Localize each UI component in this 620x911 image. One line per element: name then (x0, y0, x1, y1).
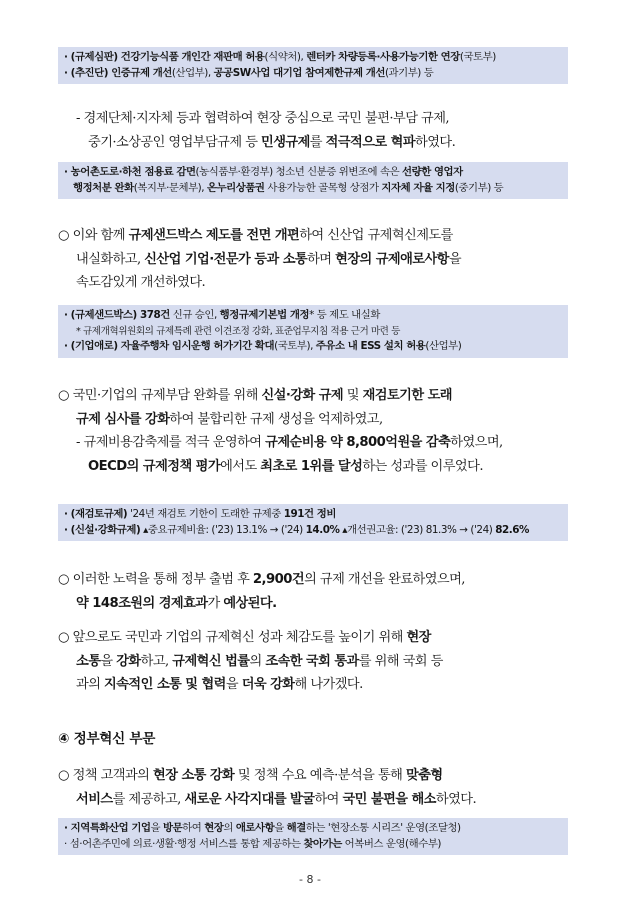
body-text: 을 (274, 822, 287, 834)
emphasis-text: 애로사항 (235, 822, 275, 834)
emphasis-text: 선량한 영업자 (402, 166, 463, 178)
body-text: '24년 재검토 기한이 도래한 규제중 (127, 508, 284, 520)
box-footnote (64, 324, 562, 340)
emphasis-text: 예상된다. (223, 595, 277, 611)
emphasis-text: · (기업애로) 자율주행차 임시운행 허가기간 확대 (64, 340, 275, 352)
emphasis-text: · 지역특화산업 기업 (64, 822, 151, 834)
emphasis-text: 191건 정비 (283, 508, 336, 520)
box-livelihood-examples (58, 162, 568, 199)
emphasis-text: 재검토기한 도래 (362, 388, 452, 403)
emphasis-text: 신산업 기업·전문가 등과 소통 (144, 251, 308, 267)
emphasis-text: · (규제심판) 건강기능식품 개인간 재판매 허용 (64, 51, 265, 63)
body-text: 을 (225, 677, 242, 692)
body-text: 가 (207, 595, 224, 611)
body-text: 사용가능한 골목형 상점가 (264, 181, 382, 194)
body-text: 를 제공하고, (112, 791, 185, 807)
body-text: (국토부) (459, 51, 496, 63)
body-text: (식약처), (264, 51, 307, 63)
paragraph-sandbox (58, 224, 570, 295)
emphasis-text: 더욱 강화 (241, 677, 295, 692)
emphasis-text: 규제혁신 법률 (172, 653, 250, 669)
body-text: ○ 국민·기업의 규제부담 완화를 위해 (58, 388, 262, 403)
paragraph-livelihood-regulation (58, 107, 570, 154)
box-line (64, 339, 562, 355)
body-text: (산업부), (171, 66, 214, 79)
body-text: 내실화하고, (76, 251, 145, 267)
body-text: 하여 (182, 822, 205, 834)
box-line (64, 523, 562, 539)
text-line (58, 650, 570, 674)
emphasis-text: 지자체 자율 지정 (381, 181, 455, 194)
emphasis-text: 현장 소통 강화 (153, 768, 235, 783)
paragraph-government-innovation (58, 764, 570, 811)
emphasis-text: 현장 (204, 822, 224, 834)
emphasis-text: 국민 불편을 해소 (342, 791, 436, 807)
body-text: 에서도 (220, 458, 261, 474)
box-line (64, 507, 562, 523)
box-regulation-examples (58, 47, 568, 84)
body-text: 을 (100, 653, 117, 669)
emphasis-text: 새로운 사각지대를 발굴 (184, 791, 315, 807)
body-text: 하며 (307, 251, 336, 267)
box-line (64, 50, 562, 66)
emphasis-text: 서비스 (76, 791, 113, 807)
body-text: 하는 '현장소통 시리즈' 운영(조달청) (305, 822, 461, 834)
emphasis-text: · (추진단) 인증규제 개선 (64, 66, 172, 79)
emphasis-text: 해결 (286, 822, 306, 834)
body-text: (농식품부·환경부) 청소년 신분증 위변조에 속은 (195, 166, 403, 178)
body-text: ▴개선권고율: ('23) 81.3% → ('24) (339, 523, 496, 536)
body-text: * 규제개혁위원회의 규제특례 관련 이견조정 강화, 표준업무지침 적용 근거 마련 등 (76, 325, 400, 337)
body-text: 해 나가겠다. (294, 677, 363, 692)
body-text: 의 (223, 822, 236, 834)
body-text: ○ 정책 고객과의 (58, 768, 154, 783)
box-line (64, 308, 562, 324)
box-line (64, 837, 562, 853)
body-text: 을 (150, 822, 163, 834)
body-text: (산업부) (425, 340, 462, 352)
body-text: ▴중요규제비율: ('23) 13.1% → ('24) (140, 523, 306, 536)
emphasis-text: 적극적으로 혁파 (325, 134, 416, 150)
body-text: 하여 신산업 규제혁신제도를 (299, 228, 453, 243)
body-text: 하여 (314, 791, 343, 807)
body-text: 를 (309, 134, 326, 150)
emphasis-text: 2,900건 (252, 572, 305, 587)
body-text: (복지부·문체부), (133, 181, 207, 194)
emphasis-text: 행정규제기본법 개정 (219, 309, 310, 321)
emphasis-text: 방문 (162, 822, 183, 834)
text-line (58, 224, 570, 248)
body-text: - 규제비용감축제를 적극 운영하여 (76, 435, 266, 450)
body-text: 하여 불합리한 규제 생성을 억제하였고, (169, 411, 383, 427)
emphasis-text: 맞춤형 (406, 768, 443, 783)
text-line (58, 107, 570, 131)
emphasis-text: 규제순비용 약 8,800억원을 감축 (265, 435, 451, 450)
paragraph-regulation-review (58, 384, 570, 478)
body-text: 의 (249, 653, 266, 669)
box-innovation-examples (58, 818, 568, 855)
body-text: ○ 이러한 노력을 통해 정부 출범 후 (58, 572, 253, 587)
text-line (58, 673, 570, 697)
body-text: 하였다. (435, 791, 477, 807)
body-text: 하였다. (415, 134, 456, 150)
emphasis-text: 공공SW사업 대기업 참여제한규제 개선 (213, 66, 385, 79)
body-text: 신규 승인, (169, 309, 220, 321)
emphasis-text: 지속적인 소통 및 협력 (104, 677, 226, 692)
emphasis-text: 찾아가는 (303, 837, 342, 850)
body-text: 하였으며, (450, 435, 503, 450)
text-line (58, 592, 570, 616)
emphasis-text: 규제 심사를 강화 (76, 411, 170, 427)
body-text: * 등 제도 내실화 (309, 309, 380, 321)
text-line (58, 248, 570, 272)
body-text: 과의 (76, 677, 105, 692)
paragraph-results (58, 568, 570, 615)
emphasis-text: 온누리상품권 (207, 181, 265, 194)
box-line (64, 821, 562, 837)
body-text: - 경제단체·지자체 등과 협력하여 현장 중심으로 국민 불편·부담 규제, (76, 111, 450, 126)
emphasis-text: 현장의 규제애로사항 (335, 251, 449, 267)
box-sandbox-examples (58, 305, 568, 358)
emphasis-text: 14.0% (305, 523, 340, 536)
body-text: 하는 성과를 이루었다. (362, 458, 483, 474)
text-line (58, 455, 570, 479)
body-text: 속도감있게 개선하였다. (76, 275, 206, 290)
text-line (58, 431, 570, 455)
text-line (58, 384, 570, 408)
body-text: 및 (343, 388, 363, 403)
emphasis-text: 강화 (116, 653, 141, 669)
body-text: 을 (448, 251, 462, 267)
text-line (58, 271, 570, 295)
emphasis-text: 소통 (76, 653, 101, 669)
body-text: 를 위해 국회 등 (358, 653, 443, 669)
emphasis-text: · (재검토규제) (64, 508, 128, 520)
section-heading: ④ 정부혁신 부문 (58, 731, 156, 747)
box-line (64, 165, 562, 181)
body-text: 하고, (140, 653, 173, 669)
body-text: (국토부), (274, 340, 316, 352)
text-line (58, 626, 570, 650)
emphasis-text: 렌터카 차량등록·사용가능기한 연장 (306, 51, 460, 63)
emphasis-text: 약 148조원의 경제효과 (76, 595, 208, 611)
text-line (58, 408, 570, 432)
emphasis-text: 조속한 국회 통과 (265, 653, 359, 669)
body-text: 중기·소상공인 영업부담규제 등 (88, 134, 262, 150)
emphasis-text: OECD의 규제정책 평가 (88, 458, 221, 474)
emphasis-text: 82.6% (495, 523, 530, 536)
emphasis-text: 행정처분 완화 (73, 181, 134, 194)
page-number: - 8 - (299, 873, 321, 886)
emphasis-text: 현장 (406, 630, 431, 645)
text-line (58, 764, 570, 788)
body-text: 어복버스 운영(해수부) (341, 837, 442, 850)
body-text: · 섬·어촌주민에 의료·생활·행정 서비스를 통합 제공하는 (64, 837, 304, 850)
emphasis-text: 신설·강화 규제 (261, 388, 344, 403)
emphasis-text: 규제샌드박스 제도를 전면 개편 (128, 228, 300, 243)
box-review-stats (58, 504, 568, 541)
emphasis-text: 최초로 1위를 달성 (260, 458, 363, 474)
emphasis-text: · 농어촌도로·하천 점용료 감면 (64, 166, 196, 178)
body-text: 의 규제 개선을 완료하였으며, (304, 572, 465, 587)
box-line (64, 66, 562, 82)
paragraph-future-plans (58, 626, 570, 697)
emphasis-text: 주유소 내 ESS 설치 허용 (315, 340, 426, 352)
text-line (58, 131, 570, 155)
body-text: (중기부) 등 (454, 181, 504, 194)
text-line (58, 788, 570, 812)
box-line (64, 181, 562, 197)
body-text: ○ 이와 함께 (58, 228, 129, 243)
emphasis-text: · (신설·강화규제) (64, 523, 141, 536)
emphasis-text: 민생규제 (261, 134, 310, 150)
emphasis-text: · (규제샌드박스) 378건 (64, 309, 170, 321)
body-text: (과기부) 등 (384, 66, 434, 79)
body-text: ○ 앞으로도 국민과 기업의 규제혁신 성과 체감도를 높이기 위해 (58, 630, 407, 645)
body-text: 및 정책 수요 예측·분석을 통해 (234, 768, 407, 783)
text-line (58, 568, 570, 592)
